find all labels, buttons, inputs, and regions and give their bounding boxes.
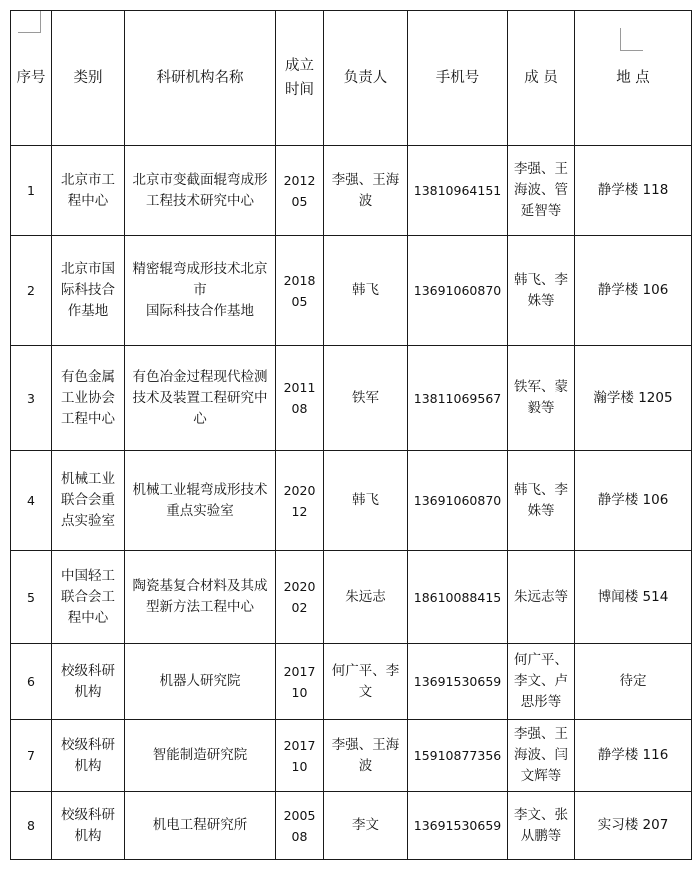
cell-location: 博闻楼 514: [575, 551, 692, 644]
cell-name-line: 智能制造研究院: [152, 747, 248, 763]
cell-name-line: 机电工程研究所: [152, 817, 248, 833]
cell-category: 校级科研机构: [52, 644, 125, 720]
cell-category: 校级科研机构: [52, 792, 125, 860]
cell-phone: 13810964151: [408, 146, 508, 236]
cell-established: 2011 08: [276, 346, 324, 451]
cell-leader: 朱远志: [324, 551, 408, 644]
cell-members: 朱远志等: [508, 551, 575, 644]
cell-leader: 李文: [324, 792, 408, 860]
cell-category: 中国轻工联合会工程中心: [52, 551, 125, 644]
cell-phone: 13691530659: [408, 792, 508, 860]
header-location: 地 点: [575, 11, 692, 146]
cell-category: 北京市工程中心: [52, 146, 125, 236]
cell-leader: 何广平、李文: [324, 644, 408, 720]
header-phone: 手机号: [408, 11, 508, 146]
cell-location: 实习楼 207: [575, 792, 692, 860]
cell-category: 机械工业联合会重点实验室: [52, 451, 125, 551]
cell-phone: 13691530659: [408, 644, 508, 720]
cell-location: 静学楼 106: [575, 236, 692, 346]
table-row: [11, 644, 692, 720]
cell-leader: 李强、王海波: [324, 720, 408, 792]
cell-name-line: 国际科技合作基地: [146, 303, 254, 319]
cell-established: 2017 10: [276, 720, 324, 792]
cell-established: 2020 12: [276, 451, 324, 551]
table-row: [11, 346, 692, 451]
header-members: 成 员: [508, 11, 575, 146]
cell-seq: 3: [11, 346, 52, 451]
cell-seq: 8: [11, 792, 52, 860]
cell-leader: 铁军: [324, 346, 408, 451]
cell-leader: 韩飞: [324, 451, 408, 551]
cell-name-line: 工程技术研究中心: [146, 192, 254, 209]
cell-seq: 5: [11, 551, 52, 644]
cell-members: 李文、张从鹏等: [508, 792, 575, 860]
research-institutes-table: [10, 10, 692, 860]
cell-leader: 韩飞: [324, 236, 408, 346]
header-leader: 负责人: [324, 11, 408, 146]
cell-name: [125, 236, 276, 346]
table-row: [11, 451, 692, 551]
table-row: [11, 792, 692, 860]
cell-name-line: 重点实验室: [166, 502, 234, 519]
cell-name-line: 机器人研究院: [159, 673, 241, 689]
cell-location: 瀚学楼 1205: [575, 346, 692, 451]
cell-phone: 15910877356: [408, 720, 508, 792]
cell-category: 北京市国际科技合作基地: [52, 236, 125, 346]
cell-established: 2020 02: [276, 551, 324, 644]
cell-leader: 李强、王海波: [324, 146, 408, 236]
cell-name-line: 机械工业辊弯成形技术: [132, 481, 268, 498]
cell-name-line: 北京市变截面辊弯成形: [132, 171, 268, 188]
cell-name-line: 精密辊弯成形技术北京市: [132, 261, 268, 298]
cell-members: 韩飞、李姝等: [508, 236, 575, 346]
table-row: [11, 720, 692, 792]
cell-category: 校级科研机构: [52, 720, 125, 792]
header-seq: 序号: [11, 11, 52, 146]
cell-members: 李强、王海波、闫文辉等: [508, 720, 575, 792]
cell-established: 2012 05: [276, 146, 324, 236]
cell-phone: 18610088415: [408, 551, 508, 644]
header-established: 成立时间: [276, 11, 324, 146]
cell-phone: 13811069567: [408, 346, 508, 451]
header-name: 科研机构名称: [125, 11, 276, 146]
cell-name: [125, 644, 276, 720]
cell-category: 有色金属工业协会工程中心: [52, 346, 125, 451]
cell-name: [125, 551, 276, 644]
cell-location: 静学楼 118: [575, 146, 692, 236]
cell-members: 铁军、蒙毅等: [508, 346, 575, 451]
cell-name-line: 有色冶金过程现代检测技术及装置工程研究中心: [132, 368, 268, 427]
cell-established: 2018 05: [276, 236, 324, 346]
cell-name-line: 陶瓷基复合材料及其成型新方法工程中心: [132, 578, 268, 615]
cell-location: 待定: [575, 644, 692, 720]
table-row: [11, 236, 692, 346]
cell-name: [125, 346, 276, 451]
cell-seq: 1: [11, 146, 52, 236]
header-row: [11, 11, 692, 146]
cell-phone: 13691060870: [408, 236, 508, 346]
table-row: [11, 551, 692, 644]
cell-seq: 7: [11, 720, 52, 792]
cell-name: [125, 146, 276, 236]
cell-members: 李强、王海波、管延智等: [508, 146, 575, 236]
cell-established: 2005 08: [276, 792, 324, 860]
cell-phone: 13691060870: [408, 451, 508, 551]
cell-seq: 6: [11, 644, 52, 720]
cell-name: [125, 451, 276, 551]
header-category: 类别: [52, 11, 125, 146]
cell-established: 2017 10: [276, 644, 324, 720]
cell-members: 韩飞、李姝等: [508, 451, 575, 551]
cell-name: [125, 720, 276, 792]
cell-members: 何广平、李文、卢思彤等: [508, 644, 575, 720]
cell-location: 静学楼 106: [575, 451, 692, 551]
table-body: [11, 146, 692, 860]
table-row: [11, 146, 692, 236]
cell-seq: 2: [11, 236, 52, 346]
cell-name: [125, 792, 276, 860]
cell-location: 静学楼 116: [575, 720, 692, 792]
cell-seq: 4: [11, 451, 52, 551]
